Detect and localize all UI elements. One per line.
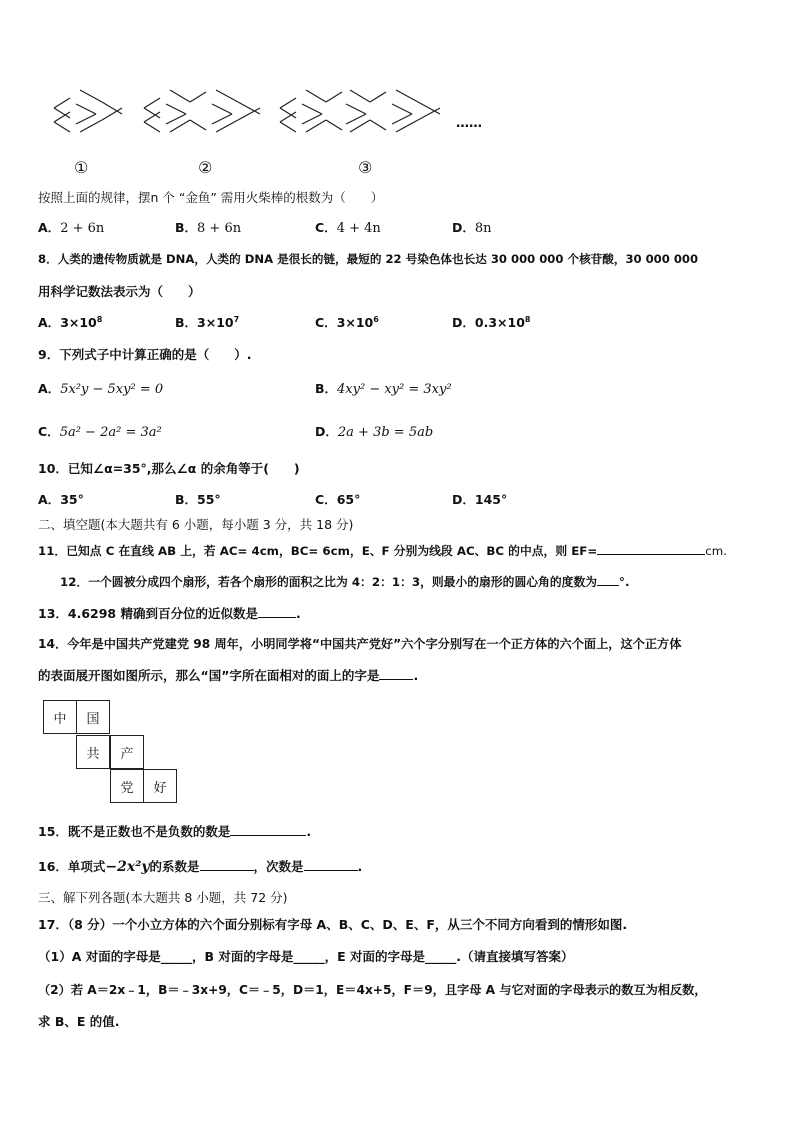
q8-line2: 用科学记数法表示为（ ）	[38, 284, 201, 299]
q10-option-c	[315, 490, 360, 508]
q15	[38, 822, 311, 840]
q13-text: 13．4.6298 精确到百分位的近似数是	[38, 606, 258, 621]
q9-option-d	[315, 422, 433, 440]
fish-pattern-3	[280, 90, 440, 132]
q12-blank[interactable]	[597, 573, 619, 586]
q16-expression: −2x²y	[105, 859, 150, 875]
q7-option-c	[315, 218, 381, 236]
figure-label-1: ①	[74, 158, 89, 177]
q7-option-d	[452, 218, 492, 236]
q16-blank-degree[interactable]	[304, 858, 358, 871]
q8-option-b	[175, 313, 239, 331]
fish-pattern-1	[54, 90, 122, 132]
figure-ellipsis: ……	[456, 116, 482, 131]
option-letter: B．	[175, 220, 198, 235]
option-base: 3×10	[60, 315, 97, 330]
option-text: 5a² − 2a² = 3a²	[59, 425, 162, 440]
net-cell-zhong: 中	[43, 700, 77, 734]
option-letter: C．	[315, 492, 337, 507]
option-text: 5x²y − 5xy² = 0	[60, 382, 164, 397]
q11-blank[interactable]	[597, 542, 705, 555]
q8-line1: 8．人类的遗传物质就是 DNA，人类的 DNA 是很长的链，最短的 22 号染色体也长达 30 000 000 个核苷酸，30 000 000	[38, 252, 699, 266]
option-letter: C．	[315, 315, 337, 330]
option-exponent: 8	[96, 314, 103, 324]
net-cell-guo: 国	[76, 700, 110, 734]
option-text: 4xy² − xy² = 3xy²	[337, 382, 452, 397]
q17-part2: （2）若 A＝2x﹣1，B＝﹣3x+9，C＝﹣5，D＝1，E＝4x+5，F＝9，且字母 A 与它对面的字母表示的数互为相反数，	[38, 983, 707, 997]
q13-end: .	[295, 606, 301, 621]
fish-pattern-2	[144, 90, 260, 132]
q17-line1: 17．（8 分）一个小立方体的六个面分别标有字母 A、B、C、D、E、F，从三个不同方向看到的情形如图.	[38, 917, 628, 932]
q8-option-d	[452, 313, 530, 331]
q14-end: .	[413, 668, 419, 683]
option-exponent: 6	[373, 314, 379, 324]
q10-option-d	[452, 490, 507, 508]
q12	[60, 573, 629, 590]
q8-option-a	[38, 313, 102, 331]
q14-line1: 14．今年是中国共产党建党 98 周年，小明同学将“中国共产党好”六个字分别写在一个正方体的六个面上，这个正方体	[38, 637, 682, 651]
option-text: 8n	[474, 221, 492, 236]
option-letter: A．	[38, 220, 61, 235]
q7-stem: 按照上面的规律，摆n 个 “金鱼” 需用火柴棒的根数为（ ）	[38, 190, 384, 205]
q12-unit: °.	[619, 575, 630, 589]
option-text: 35°	[60, 492, 84, 507]
q16-blank-coefficient[interactable]	[200, 858, 254, 871]
q10-option-a	[38, 490, 84, 508]
q16-end: .	[357, 859, 363, 874]
figure-label-2: ②	[198, 158, 213, 177]
q14-line2-text: 的表面展开图如图所示，那么“国”字所在面相对的面上的字是	[38, 668, 380, 683]
option-base: 0.3×10	[474, 315, 525, 330]
option-letter: B．	[315, 381, 338, 396]
section-3-heading: 三、解下列各题(本大题共 8 小题，共 72 分)	[38, 890, 288, 905]
option-text: 55°	[197, 492, 221, 507]
option-letter: D．	[452, 315, 475, 330]
option-base: 3×10	[197, 315, 234, 330]
q10-stem: 10．已知∠α=35°,那么∠α 的余角等于( )	[38, 461, 300, 476]
section-2-heading: 二、填空题(本大题共有 6 小题，每小题 3 分，共 18 分)	[38, 517, 354, 532]
option-letter: D．	[315, 424, 338, 439]
option-base: 3×10	[336, 315, 374, 330]
q9-stem: 9．下列式子中计算正确的是（ ）.	[38, 347, 252, 362]
option-text: 4 + 4n	[336, 221, 381, 236]
q8-option-c	[315, 313, 379, 331]
option-letter: C．	[38, 424, 60, 439]
figure-label-3: ③	[358, 158, 373, 177]
option-text: 145°	[474, 492, 508, 507]
q15-text: 15．既不是正数也不是负数的数是	[38, 824, 231, 839]
option-letter: C．	[315, 220, 337, 235]
q7-option-b	[175, 218, 241, 236]
option-letter: B．	[175, 315, 198, 330]
q9-option-a	[38, 379, 163, 397]
option-text: 8 + 6n	[197, 221, 242, 236]
net-cell-dang: 党	[110, 769, 144, 803]
q14-line2	[38, 666, 418, 684]
option-exponent: 8	[524, 314, 531, 324]
q13-blank[interactable]	[258, 605, 296, 618]
option-letter: A．	[38, 492, 61, 507]
q11	[38, 542, 727, 559]
option-text: 2a + 3b = 5ab	[337, 425, 434, 440]
option-letter: A．	[38, 315, 61, 330]
q16-mid: 的系数是	[149, 859, 200, 874]
q9-option-b	[315, 379, 452, 397]
q16-mid2: ，次数是	[253, 859, 304, 874]
q7-option-a	[38, 218, 104, 236]
q12-text: 12．一个圆被分成四个扇形，若各个扇形的面积之比为 4：2：1：3，则最小的扇形的圆心角的度数为	[60, 575, 598, 589]
option-letter: D．	[452, 220, 475, 235]
option-text: 2 + 6n	[60, 221, 105, 236]
q15-end: .	[306, 824, 312, 839]
q11-text: 11．已知点 C 在直线 AB 上，若 AC= 4cm，BC= 6cm，E、F 分别为线段 AC、BC 的中点，则 EF=	[38, 544, 598, 558]
option-letter: B．	[175, 492, 198, 507]
q17-part1: （1）A 对面的字母是_____，B 对面的字母是_____，E 对面的字母是_____.（请直接填写答案）	[38, 949, 574, 964]
q13	[38, 604, 301, 622]
option-letter: D．	[452, 492, 475, 507]
q9-option-c	[38, 422, 162, 440]
option-letter: A．	[38, 381, 61, 396]
q15-blank[interactable]	[230, 823, 306, 836]
q17-part2b: 求 B、E 的值.	[38, 1014, 120, 1029]
q14-blank[interactable]	[379, 667, 413, 680]
net-cell-hao: 好	[143, 769, 177, 803]
option-exponent: 7	[233, 314, 240, 324]
q10-option-b	[175, 490, 221, 508]
q11-unit: cm.	[705, 544, 727, 558]
net-cell-gong: 共	[76, 735, 110, 769]
matchstick-fish-figure	[40, 82, 500, 152]
q16-pre: 16．单项式	[38, 859, 106, 874]
q16	[38, 857, 362, 875]
net-cell-chan: 产	[110, 735, 144, 769]
option-text: 65°	[336, 492, 361, 507]
